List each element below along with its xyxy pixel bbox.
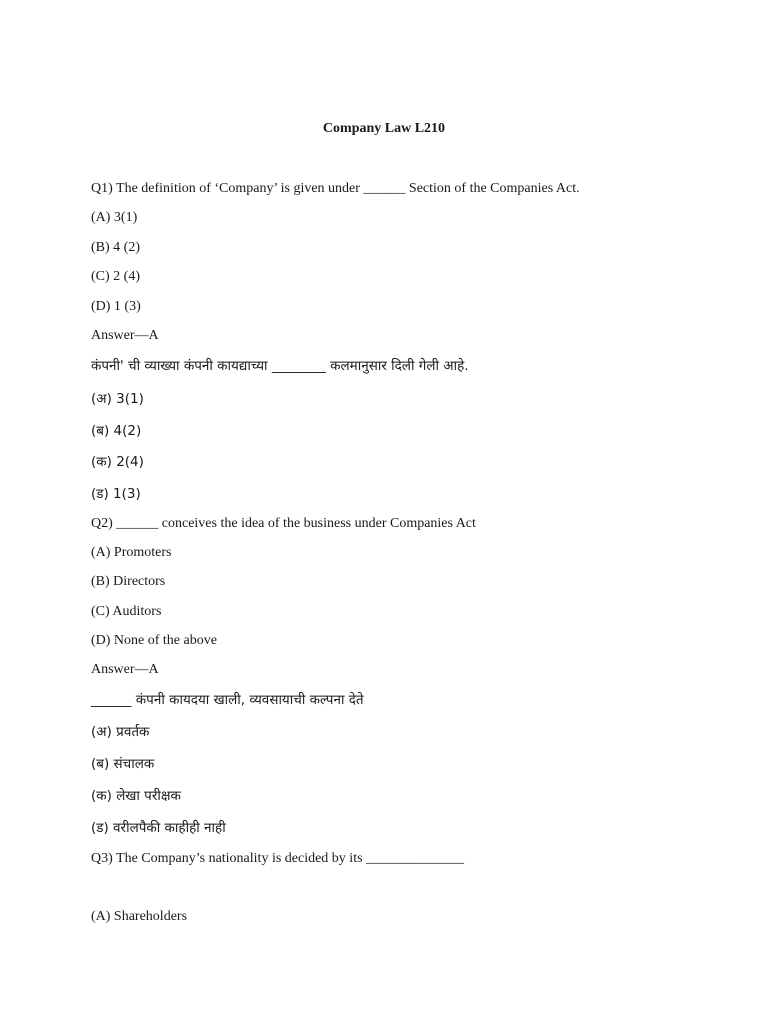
q1-option-b: (B) 4 (2) bbox=[91, 240, 140, 255]
question-2: Q2) ______ conceives the idea of the business under Companies Act bbox=[91, 516, 476, 531]
q3-option-a: (A) Shareholders bbox=[91, 909, 188, 924]
q2-marathi-option-c: (क) लेखा परीक्षक bbox=[91, 788, 181, 804]
question-3: Q3) The Company’s nationality is decided by its ______________ bbox=[91, 851, 465, 866]
q1-marathi-option-b: (ब) 4(2) bbox=[91, 423, 142, 439]
question-1-marathi: कंपनी' ची व्याख्या कंपनी कायद्याच्या ________ कलमानुसार दिली गेली आहे. bbox=[91, 358, 469, 374]
q2-option-a: (A) Promoters bbox=[91, 545, 172, 560]
q1-marathi-option-c: (क) 2(4) bbox=[91, 454, 144, 470]
q2-option-c: (C) Auditors bbox=[91, 604, 162, 619]
q1-marathi-option-a: (अ) 3(1) bbox=[91, 391, 144, 407]
q1-marathi-option-d: (ड) 1(3) bbox=[91, 486, 141, 502]
q2-marathi-option-d: (ड) वरीलपैकी काहीही नाही bbox=[91, 820, 226, 836]
question-1: Q1) The definition of ‘Company’ is given under ______ Section of the Companies Act. bbox=[91, 181, 580, 196]
question-2-marathi: ______ कंपनी कायदया खाली, व्यवसायाची कल्पना देते bbox=[91, 692, 364, 708]
q2-answer: Answer—A bbox=[91, 662, 159, 677]
q1-option-a: (A) 3(1) bbox=[91, 210, 138, 225]
q2-option-d: (D) None of the above bbox=[91, 633, 217, 648]
q2-marathi-option-a: (अ) प्रवर्तक bbox=[91, 724, 150, 740]
q1-option-d: (D) 1 (3) bbox=[91, 299, 141, 314]
q1-option-c: (C) 2 (4) bbox=[91, 269, 140, 284]
document-title: Company Law L210 bbox=[322, 121, 446, 136]
q2-marathi-option-b: (ब) संचालक bbox=[91, 756, 155, 772]
q2-option-b: (B) Directors bbox=[91, 574, 166, 589]
q1-answer: Answer—A bbox=[91, 328, 159, 343]
